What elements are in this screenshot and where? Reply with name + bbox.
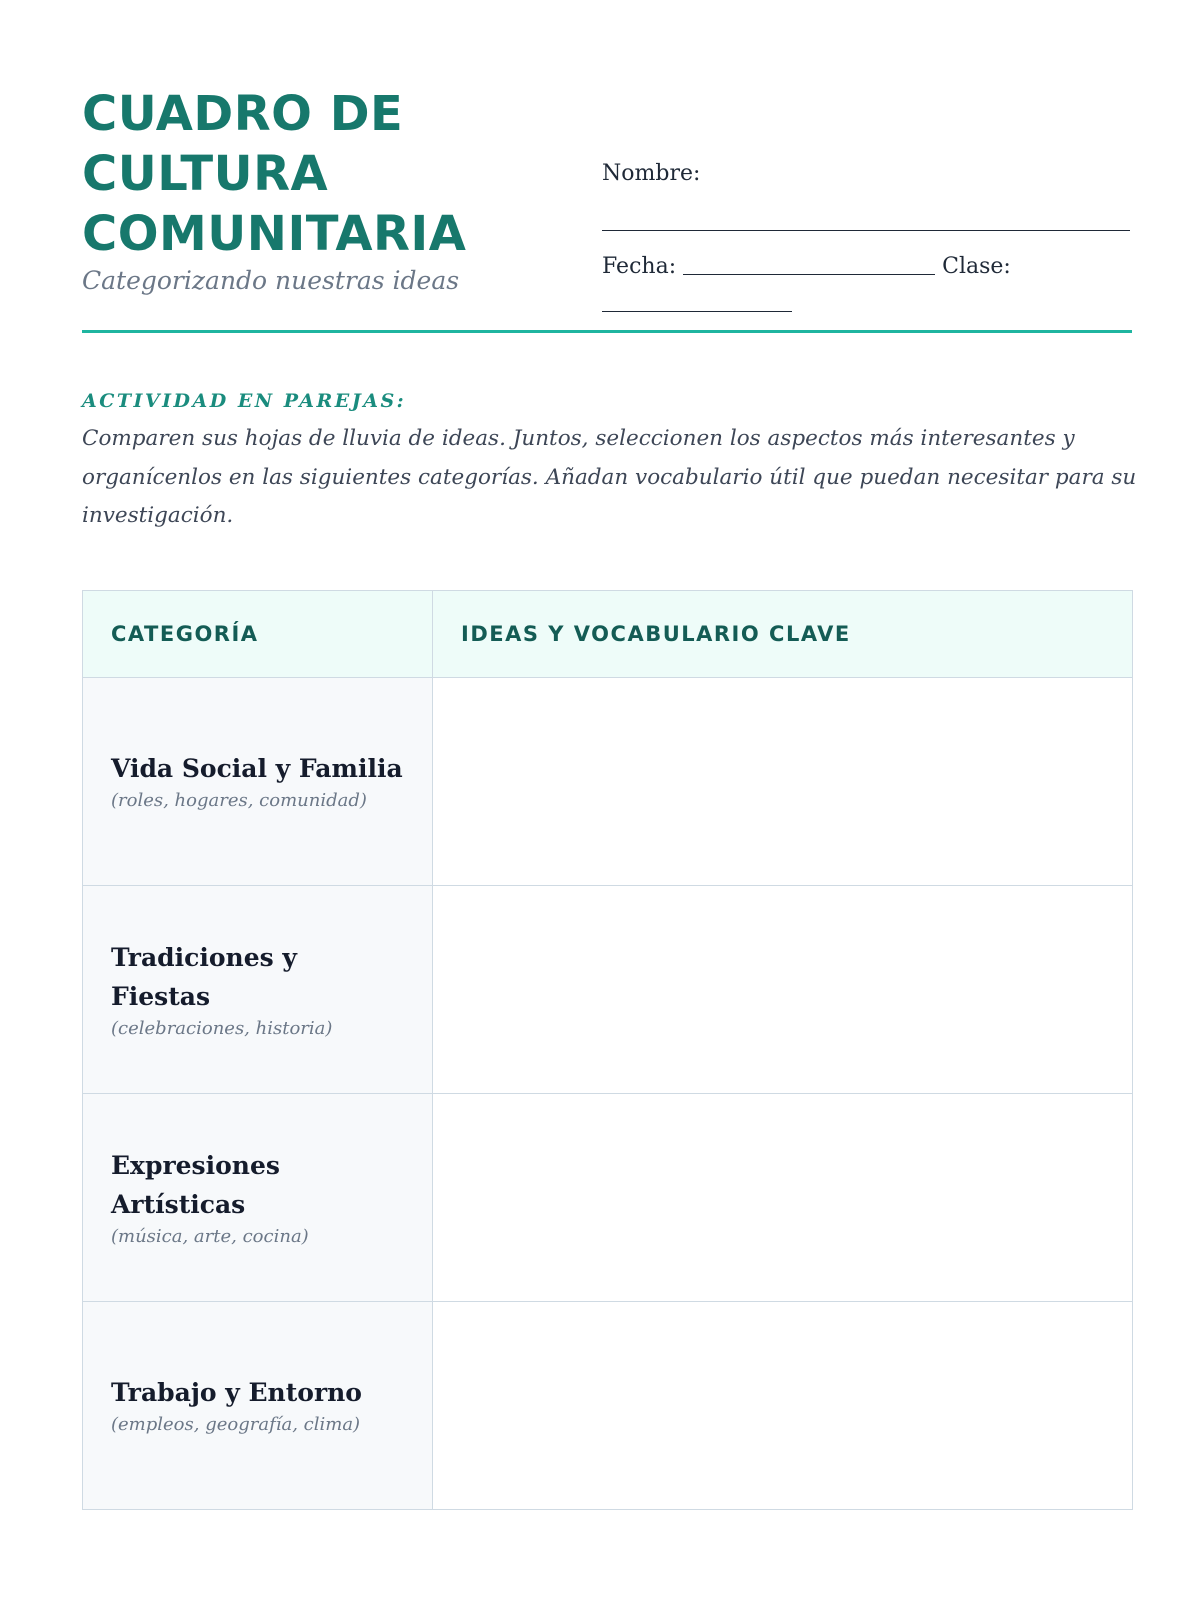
student-info-fields	[602, 154, 1132, 321]
table-row	[83, 1302, 1133, 1510]
category-title: Vida Social y Familia	[111, 754, 403, 783]
category-subtitle: (empleos, geografía, clima)	[111, 1414, 361, 1435]
column-header-category: CATEGORÍA	[83, 591, 433, 678]
category-subtitle: (celebraciones, historia)	[111, 1017, 333, 1039]
category-cell	[83, 886, 433, 1094]
class-label: Clase:	[942, 254, 1011, 279]
category-subtitle: (música, arte, cocina)	[111, 1225, 309, 1247]
title-line-2: CULTURA	[82, 146, 329, 202]
ideas-cell[interactable]	[433, 678, 1133, 886]
ideas-cell[interactable]	[433, 1094, 1133, 1302]
ideas-cell[interactable]	[433, 1302, 1133, 1510]
ideas-cell[interactable]	[433, 886, 1133, 1094]
table-row	[83, 886, 1133, 1094]
category-title: Expresiones Artísticas	[111, 1150, 280, 1219]
worksheet-title	[82, 84, 502, 264]
title-line-3: COMUNITARIA	[82, 206, 467, 262]
date-class-row	[602, 247, 1132, 287]
class-blank-line[interactable]	[602, 287, 792, 312]
name-label: Nombre:	[602, 161, 701, 186]
table-row	[83, 678, 1133, 886]
table-header-row	[83, 591, 1133, 678]
activity-instructions: Comparen sus hojas de lluvia de ideas. Juntos, seleccionen los aspectos más interesantes y organícenlos en las siguientes categorías. Añadan vocabulario útil que puedan necesitar para su investigación.	[82, 426, 1137, 528]
category-title: Trabajo y Entorno	[111, 1378, 362, 1407]
name-field[interactable]	[602, 154, 1132, 194]
class-blank-row	[602, 287, 1132, 321]
date-label: Fecha:	[602, 254, 677, 279]
title-line-1: CUADRO DE	[82, 86, 404, 142]
category-cell	[83, 1094, 433, 1302]
category-title: Tradiciones y Fiestas	[111, 942, 297, 1011]
culture-chart-table	[82, 590, 1133, 1510]
date-blank-line[interactable]	[683, 250, 935, 275]
column-header-ideas: IDEAS Y VOCABULARIO CLAVE	[433, 591, 1133, 678]
table-row	[83, 1094, 1133, 1302]
category-cell	[83, 678, 433, 886]
name-blank-line[interactable]	[602, 190, 1130, 231]
worksheet-header	[82, 80, 1132, 333]
worksheet-page	[82, 80, 1137, 1435]
category-cell	[83, 1302, 433, 1510]
category-subtitle: (roles, hogares, comunidad)	[111, 790, 367, 811]
activity-label: ACTIVIDAD EN PAREJAS:	[82, 390, 407, 412]
worksheet-subtitle: Categorizando nuestras ideas	[82, 266, 460, 295]
